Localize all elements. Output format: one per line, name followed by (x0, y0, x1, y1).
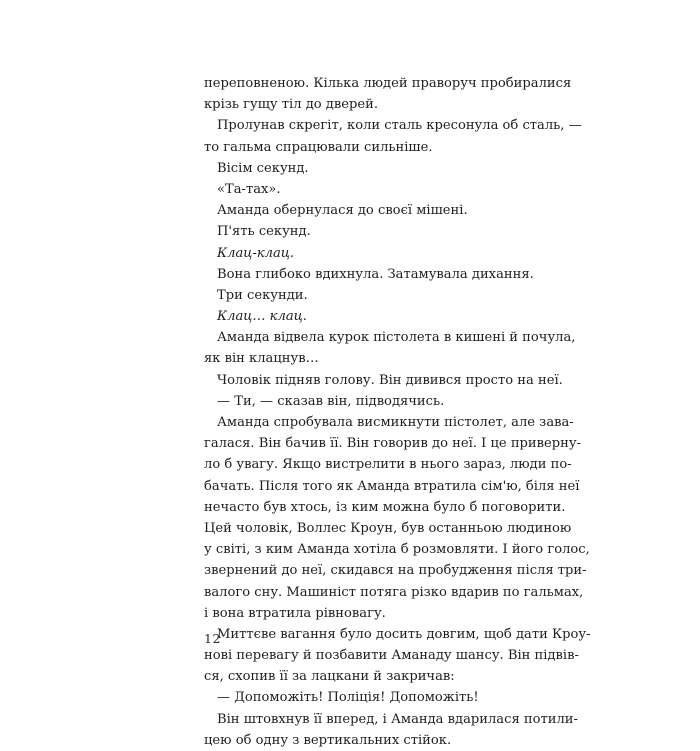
text-line: звернений до неї, скидався на пробудження після три- (204, 563, 587, 579)
text-line: П'ять секунд. (217, 224, 311, 240)
text-line: бачать. Після того як Аманда втратила сім'ю, біля неї (204, 478, 580, 494)
text-line: Аманда відвела курок пістолета в кишені й почула, (217, 330, 576, 346)
text-line: ло б увагу. Якщо вистрелити в нього зараз, люди по- (204, 457, 572, 473)
text-line: Пролунав скрегіт, коли сталь кресонула об сталь, — (217, 118, 582, 134)
text-line: Три секунди. (217, 287, 308, 303)
text-line: галася. Він бачив її. Він говорив до неї. І це приверну- (204, 436, 582, 452)
text-line: то гальма спрацювали сильніше. (204, 139, 433, 155)
text-line: Вісім секунд. (217, 160, 309, 176)
text-line: ся, схопив її за лацкани й закричав: (204, 669, 455, 685)
text-line: Цей чоловік, Воллес Кроун, був останньою людиною (204, 520, 572, 536)
text-line: Чоловік підняв голову. Він дивився просто на неї. (217, 372, 563, 388)
text-line: «Та-тах». (217, 181, 281, 197)
text-line: нечасто був хтось, із ким можна було б поговорити. (204, 499, 566, 515)
text-line: цею об одну з вертикальних стійок. (204, 732, 452, 748)
text-line: Клац-клац. (217, 245, 295, 261)
text-line: Клац… клац. (217, 309, 307, 325)
text-line: Вона глибоко вдихнула. Затамувала дихання. (217, 266, 534, 282)
text-line: у світі, з ким Аманда хотіла б розмовляти. І його голос, (204, 542, 590, 558)
text-line: крізь гущу тіл до дверей. (204, 97, 379, 113)
body-text (204, 73, 591, 751)
text-line: переповненою. Кілька людей праворуч пробиралися (204, 76, 572, 91)
text-line: — Ти, — сказав він, підводячись. (217, 393, 445, 409)
text-line: як він клацнув… (204, 351, 319, 367)
text-line: Аманда обернулася до своєї мішені. (217, 203, 468, 219)
text-line: Миттєве вагання було досить довгим, щоб дати Кроу- (217, 626, 591, 642)
page-number: 12 (204, 631, 221, 646)
text-line: — Допоможіть! Поліція! Допоможіть! (217, 690, 479, 706)
text-line: валого сну. Машиніст потяга різко вдарив по гальмах, (204, 584, 584, 600)
text-line: нові перевагу й позбавити Аманаду шансу. Він підвів- (204, 648, 579, 664)
text-line: Він штовхнув її вперед, і Аманда вдарилася потили- (217, 711, 578, 727)
text-line: і вона втратила рівновагу. (204, 605, 386, 621)
text-line: Аманда спробувала висмикнути пістолет, але зава- (217, 415, 574, 430)
